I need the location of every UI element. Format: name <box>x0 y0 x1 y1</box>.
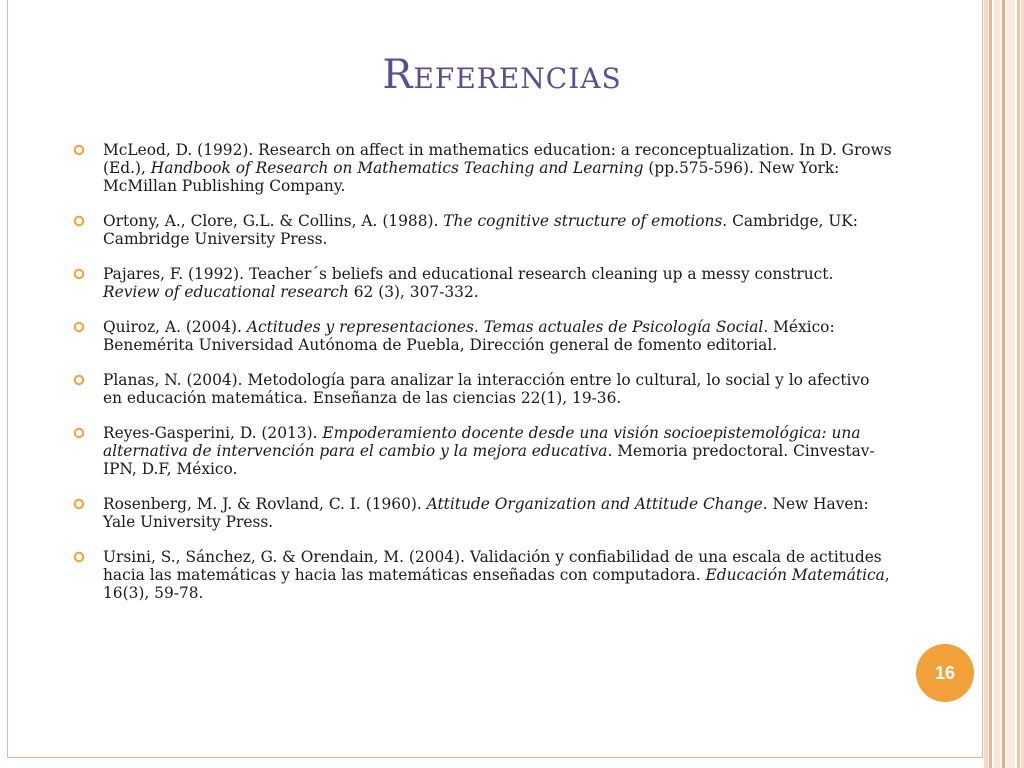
reference-italic: Actitudes y representaciones. Temas actuales de Psicología Social <box>246 318 764 336</box>
circle-outline-icon <box>72 320 86 334</box>
reference-italic: Educación Matemática <box>705 566 885 584</box>
reference-italic: The cognitive structure of emotions <box>443 212 723 230</box>
decorative-stripes <box>984 0 1024 768</box>
stripe <box>1002 0 1005 768</box>
reference-item <box>72 495 892 531</box>
stripe <box>984 0 988 768</box>
reference-text: . México: Benemérita Universidad Autónoma de Puebla, Dirección general de fomento editorial. <box>103 318 835 354</box>
reference-text: Ortony, A., Clore, G.L. & Collins, A. (1988). <box>103 212 444 230</box>
references-list <box>72 141 892 619</box>
reference-item <box>72 548 892 602</box>
slide-title: Referencias <box>382 52 622 98</box>
reference-text: Reyes-Gasperini, D. (2013). <box>103 424 323 442</box>
reference-text: Rosenberg, M. J. & Rovland, C. I. (1960). <box>103 495 427 513</box>
reference-text: . Memoria predoctoral. Cinvestav-IPN, D.F, México. <box>103 442 875 478</box>
reference-item <box>72 318 892 354</box>
circle-outline-icon <box>72 550 86 564</box>
reference-italic: Review of educational research <box>103 283 349 301</box>
reference-italic: Handbook of Research on Mathematics Teaching and Learning <box>150 159 644 177</box>
stripe <box>994 0 1000 768</box>
circle-outline-icon <box>72 373 86 387</box>
reference-text: McLeod, D. (1992). Research on affect in mathematics education: a reconceptualization. In D. Grows (Ed.), <box>103 141 892 177</box>
reference-text: Quiroz, A. (2004). <box>103 318 247 336</box>
reference-item <box>72 212 892 248</box>
reference-text: Planas, N. (2004). Metodología para analizar la interacción entre lo cultural, lo social y lo afectivo en educación matemática. Enseñanza de las ciencias 22(1), 19-36. <box>103 371 870 407</box>
reference-text: Ursini, S., Sánchez, G. & Orendain, M. (2004). Validación y confiabilidad de una escala de actitudes hacia las matemáticas y hacia las matemáticas enseñadas con computadora. <box>103 548 882 584</box>
reference-text: 62 (3), 307-332. <box>348 283 479 301</box>
circle-outline-icon <box>72 426 86 440</box>
reference-item <box>72 424 892 478</box>
reference-item <box>72 371 892 407</box>
circle-outline-icon <box>72 267 86 281</box>
reference-text: (pp.575-596). New York: McMillan Publishing Company. <box>103 159 840 195</box>
reference-item <box>72 265 892 301</box>
circle-outline-icon <box>72 143 86 157</box>
circle-outline-icon <box>72 497 86 511</box>
page-number-badge: 16 <box>916 644 974 702</box>
reference-item <box>72 141 892 195</box>
reference-italic: Attitude Organization and Attitude Change <box>426 495 763 513</box>
stripe <box>1007 0 1015 768</box>
reference-text: . Cambridge, UK: Cambridge University Press. <box>103 212 858 248</box>
stripe <box>989 0 992 768</box>
stripe <box>1017 0 1020 768</box>
circle-outline-icon <box>72 214 86 228</box>
reference-text: , 16(3), 59-78. <box>103 566 890 602</box>
reference-text: . New Haven: Yale University Press. <box>103 495 869 531</box>
reference-italic: Empoderamiento docente desde una visión socioepistemológica: una alternativa de intervención para el cambio y la mejora educativa <box>103 424 861 460</box>
reference-text: Pajares, F. (1992). Teacher´s beliefs and educational research cleaning up a messy construct. <box>103 265 834 283</box>
